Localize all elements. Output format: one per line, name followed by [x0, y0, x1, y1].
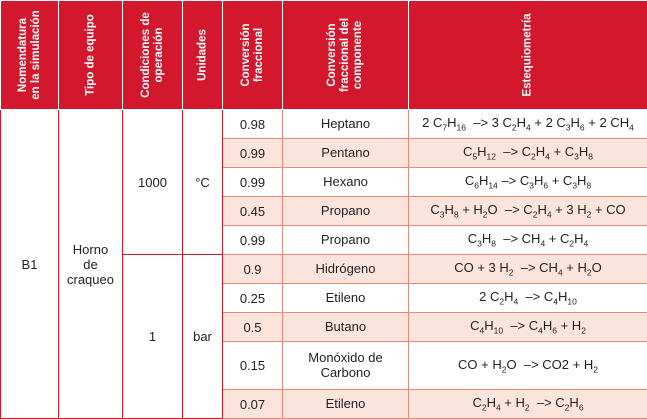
nomenclature-cell: B1 [1, 110, 59, 419]
conversion-cell: 0.5 [223, 313, 283, 342]
header-operating-conditions [123, 1, 183, 110]
header-label: Unidades [196, 29, 209, 81]
component-cell: Hexano [283, 168, 409, 197]
conversion-cell: 0.07 [223, 390, 283, 419]
header-stoichiometry [409, 1, 647, 110]
component-cell: Heptano [283, 110, 409, 139]
stoichiometry-cell: $C_5H_{12} -> C_2H_4 + C_3H_8$ [409, 139, 647, 168]
component-cell: Etileno [283, 390, 409, 419]
conversion-cell: 0.98 [223, 110, 283, 139]
component-cell: Monóxido de Carbono [283, 342, 409, 390]
header-fractional-conversion [223, 1, 283, 110]
stoichiometry-cell: $C_3H_8 + H_2O -> C_2H_4 + 3$ $H_2$ + CO [409, 197, 647, 226]
conversion-cell: 0.25 [223, 284, 283, 313]
stoichiometry-cell: $C_2H_4 + H_2 -> C_2H_6$ [409, 390, 647, 419]
header-units [183, 1, 223, 110]
stoichiometry-cell: $C_6H_{14} -> C_3H_6 + C_3H_8$ [409, 168, 647, 197]
stoichiometry-cell: 2 $C_7H_{16} -> 3$ $C_2H_4 + 2$ $C_3H_6 + 2$ $CH_4$ [409, 110, 647, 139]
header-label: Conversión fraccional del componente [326, 18, 366, 92]
temperature-unit-cell: °C [183, 110, 223, 255]
header-row [1, 1, 647, 110]
conversion-cell: 0.9 [223, 255, 283, 284]
component-cell: Butano [283, 313, 409, 342]
component-cell: Propano [283, 226, 409, 255]
component-cell: Etileno [283, 284, 409, 313]
component-cell: Propano [283, 197, 409, 226]
temperature-value-cell: 1000 [123, 110, 183, 255]
conversion-cell: 0.45 [223, 197, 283, 226]
header-label: Tipo de equipo [84, 14, 97, 96]
pressure-value-cell: 1 [123, 255, 183, 419]
conversion-cell: 0.99 [223, 168, 283, 197]
table-body [1, 110, 647, 419]
conversion-cell: 0.15 [223, 342, 283, 390]
pressure-unit-cell: bar [183, 255, 223, 419]
component-cell: Pentano [283, 139, 409, 168]
conversion-cell: 0.99 [223, 226, 283, 255]
component-cell: Hidrógeno [283, 255, 409, 284]
header-equipment-type [59, 1, 123, 110]
stoichiometry-cell: 2 $C_2H_4 -> C_4H_{10}$ [409, 284, 647, 313]
equipment-type-cell: Horno de craqueo [59, 110, 123, 419]
header-label: Conversión fraccional [239, 23, 265, 86]
header-label: Estequiometría [521, 13, 534, 96]
header-component [283, 1, 409, 110]
table-row [1, 110, 647, 139]
header-nomenclature [1, 1, 59, 110]
stoichiometry-cell: CO + $H_2O -> CO2 + H_2$ [409, 342, 647, 390]
header-label: Nomendatura en la simulación [16, 10, 42, 99]
header-label: Condiciones de operación [139, 12, 165, 98]
stoichiometry-cell: $C_3H_8 -> CH_4 + C_2H_4$ [409, 226, 647, 255]
stoichiometry-cell: $C_4H_{10} -> C_4H_6 + H_2$ [409, 313, 647, 342]
conversion-cell: 0.99 [223, 139, 283, 168]
stoichiometry-cell: CO + 3 $H_2 -> CH_4 + H_2O$ [409, 255, 647, 284]
